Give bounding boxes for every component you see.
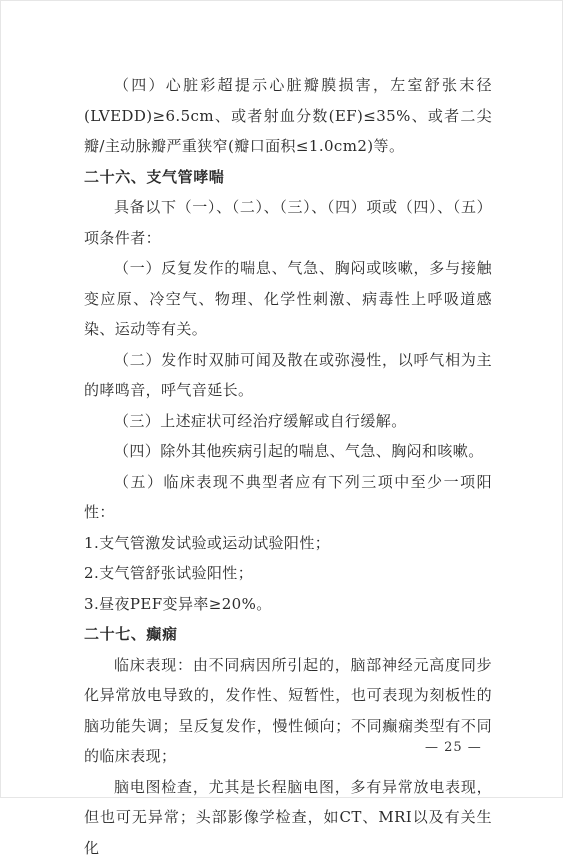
list-item: 3.昼夜PEF变异率≥20%。 bbox=[84, 589, 492, 620]
section-heading: 二十七、癫痫 bbox=[84, 619, 492, 650]
paragraph: （一）反复发作的喘息、气急、胸闷或咳嗽，多与接触变应原、冷空气、物理、化学性刺激、病毒性上呼吸道感染、运动等有关。 bbox=[84, 253, 492, 345]
list-item: 1.支气管激发试验或运动试验阳性； bbox=[84, 528, 492, 559]
paragraph: （二）发作时双肺可闻及散在或弥漫性，以呼气相为主的哮鸣音，呼气音延长。 bbox=[84, 345, 492, 406]
list-item: 2.支气管舒张试验阳性； bbox=[84, 558, 492, 589]
paragraph: （四）除外其他疾病引起的喘息、气急、胸闷和咳嗽。 bbox=[84, 436, 492, 467]
paragraph: （三）上述症状可经治疗缓解或自行缓解。 bbox=[84, 406, 492, 437]
paragraph: 临床表现：由不同病因所引起的，脑部神经元高度同步化异常放电导致的，发作性、短暂性，也可表现为刻板性的脑功能失调；呈反复发作，慢性倾向；不同癫痫类型有不同的临床表现； bbox=[84, 650, 492, 772]
paragraph: 具备以下（一）、（二）、（三）、（四）项或（四）、（五）项条件者： bbox=[84, 192, 492, 253]
section-heading: 二十六、支气管哮喘 bbox=[84, 162, 492, 193]
paragraph: （四）心脏彩超提示心脏瓣膜损害，左室舒张末径(LVEDD)≥6.5cm、或者射血分数(EF)≤35%、或者二尖瓣/主动脉瓣严重狭窄(瓣口面积≤1.0cm2)等。 bbox=[84, 70, 492, 162]
paragraph: 脑电图检查，尤其是长程脑电图，多有异常放电表现，但也可无异常；头部影像学检查，如CT、MRI以及有关生化 bbox=[84, 772, 492, 863]
paragraph: （五）临床表现不典型者应有下列三项中至少一项阳性： bbox=[84, 467, 492, 528]
page-number: — 25 — bbox=[425, 740, 482, 755]
